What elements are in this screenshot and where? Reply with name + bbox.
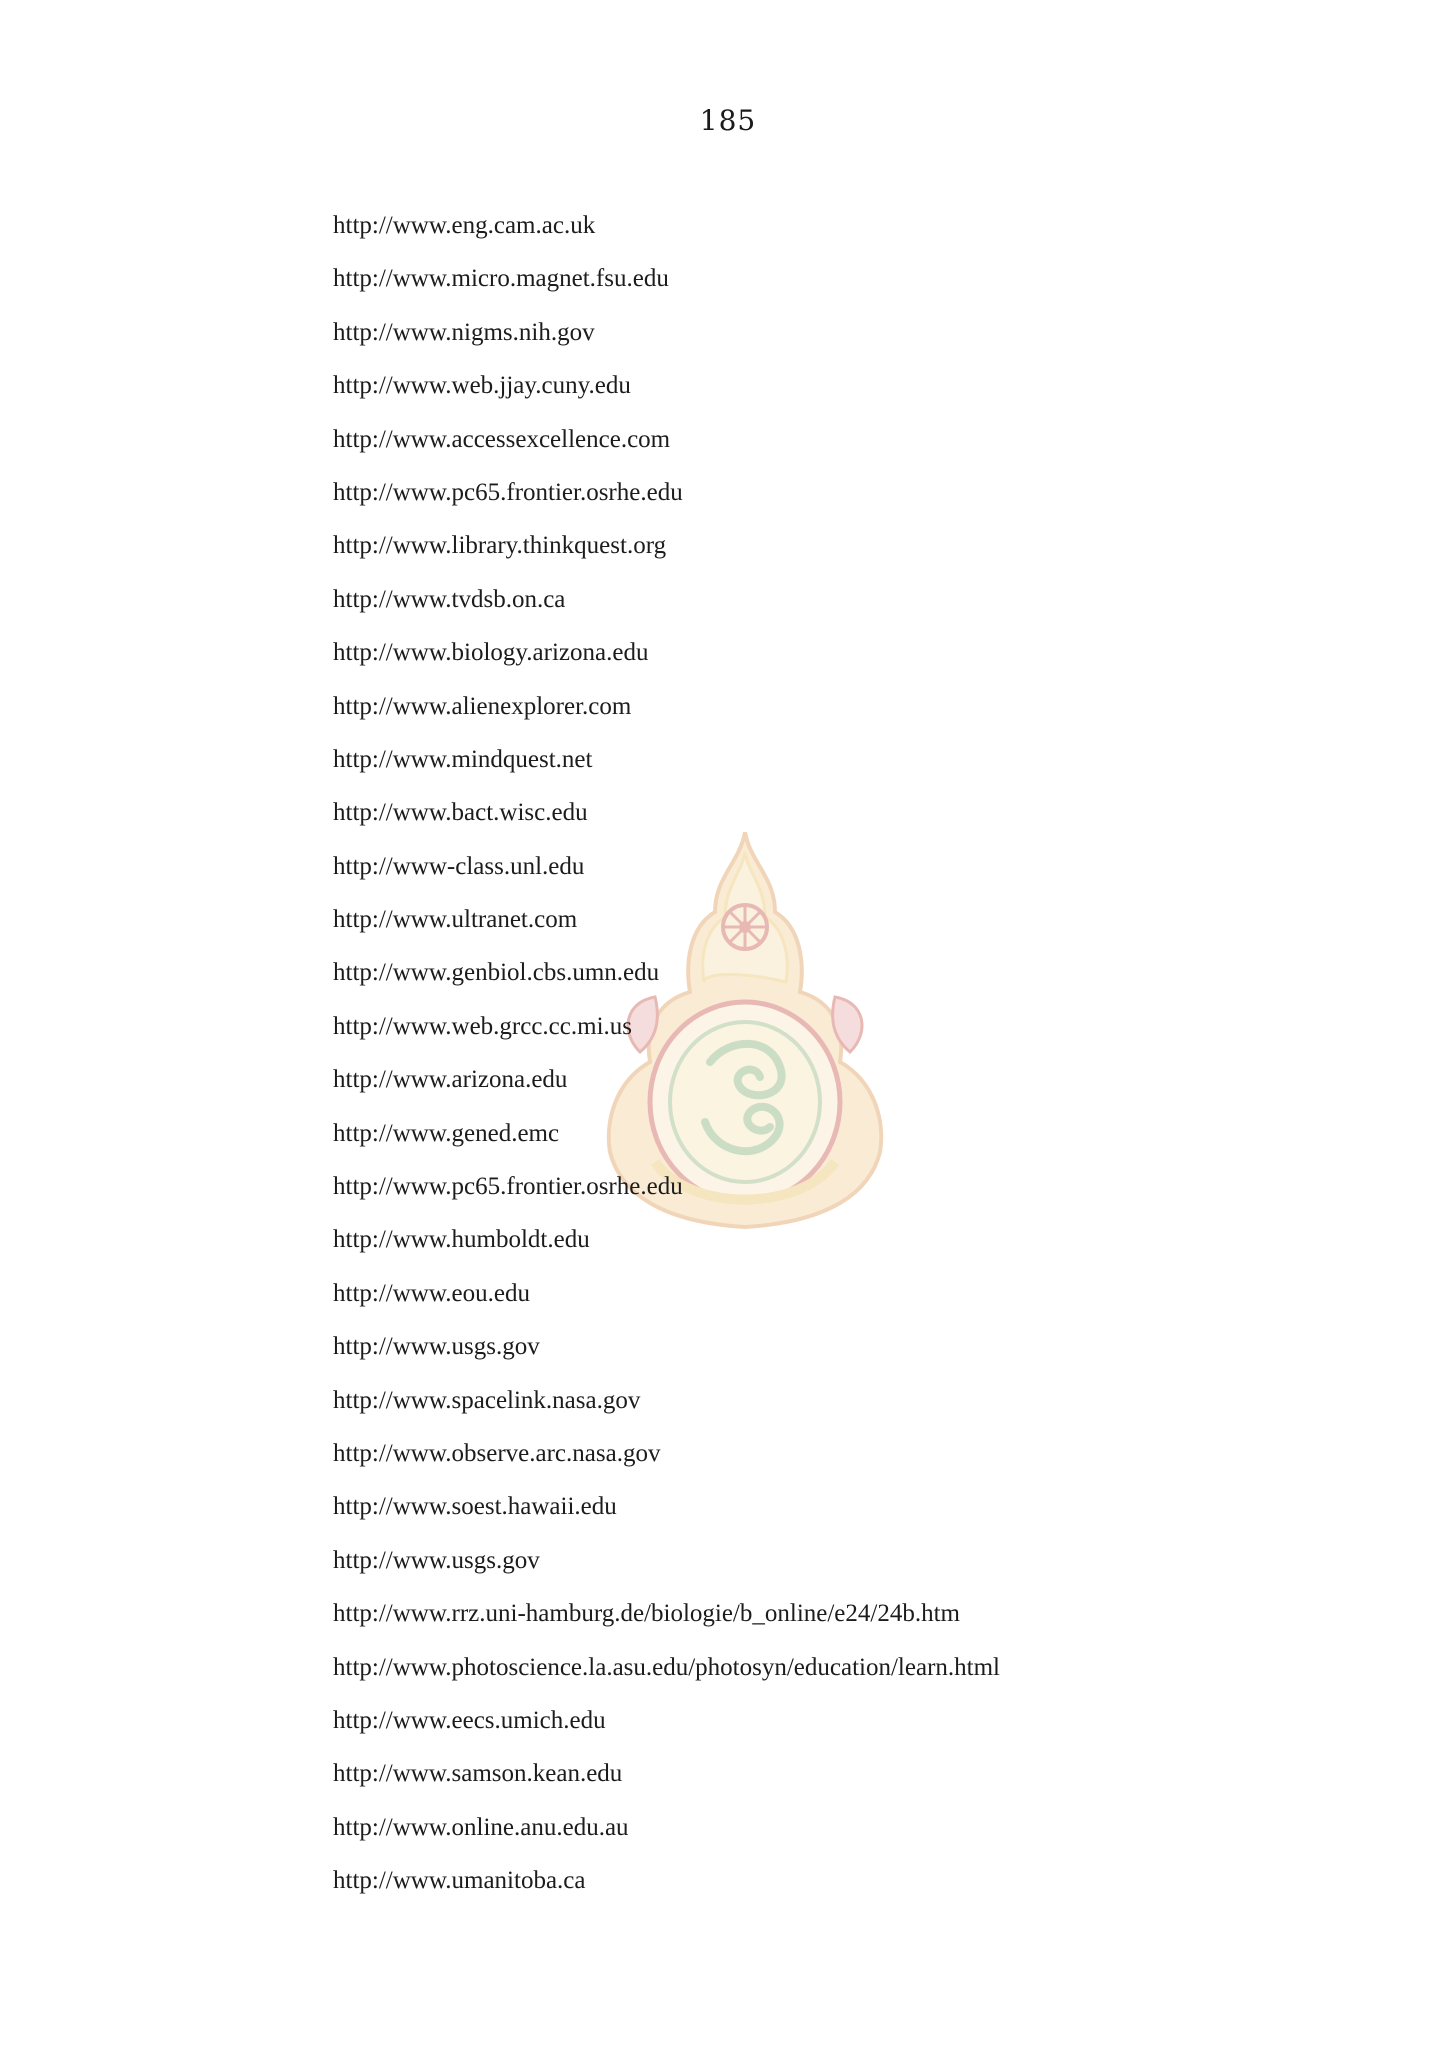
list-item: http://www.spacelink.nasa.gov (333, 1386, 641, 1414)
page-number: 185 (699, 104, 757, 137)
list-item: http://www.online.anu.edu.au (333, 1813, 629, 1841)
list-item: http://www.library.thinkquest.org (333, 532, 667, 560)
list-item: http://www.eou.edu (333, 1279, 530, 1307)
list-item: http://www.humboldt.edu (333, 1226, 590, 1254)
list-item: http://www.micro.magnet.fsu.edu (333, 265, 669, 293)
list-item: http://www.umanitoba.ca (333, 1867, 586, 1895)
list-item: http://www.tvdsb.on.ca (333, 585, 566, 613)
list-item: http://www.samson.kean.edu (333, 1760, 623, 1788)
list-item: http://www.ultranet.com (333, 906, 578, 934)
list-item: http://www.usgs.gov (333, 1333, 540, 1361)
list-item: http://www-class.unl.edu (333, 852, 585, 880)
list-item: http://www.accessexcellence.com (333, 425, 671, 453)
list-item: http://www.soest.hawaii.edu (333, 1493, 617, 1521)
list-item: http://www.arizona.edu (333, 1066, 568, 1094)
url-list (333, 208, 1000, 1917)
list-item: http://www.web.grcc.cc.mi.us (333, 1012, 632, 1040)
list-item: http://www.observe.arc.nasa.gov (333, 1439, 661, 1467)
list-item: http://www.genbiol.cbs.umn.edu (333, 959, 660, 987)
list-item: http://www.web.jjay.cuny.edu (333, 372, 631, 400)
list-item: http://www.mindquest.net (333, 745, 593, 773)
list-item: http://www.biology.arizona.edu (333, 639, 649, 667)
list-item: http://www.nigms.nih.gov (333, 318, 595, 346)
list-item: http://www.photoscience.la.asu.edu/photosyn/education/learn.html (333, 1653, 1000, 1681)
list-item: http://www.alienexplorer.com (333, 692, 632, 720)
list-item: http://www.pc65.frontier.osrhe.edu (333, 1173, 683, 1201)
list-item: http://www.eecs.umich.edu (333, 1706, 606, 1734)
list-item: http://www.bact.wisc.edu (333, 799, 588, 827)
list-item: http://www.usgs.gov (333, 1546, 540, 1574)
list-item: http://www.gened.emc (333, 1119, 560, 1147)
list-item: http://www.eng.cam.ac.uk (333, 212, 596, 239)
list-item: http://www.rrz.uni-hamburg.de/biologie/b_online/e24/24b.htm (333, 1600, 960, 1628)
list-item: http://www.pc65.frontier.osrhe.edu (333, 478, 683, 506)
